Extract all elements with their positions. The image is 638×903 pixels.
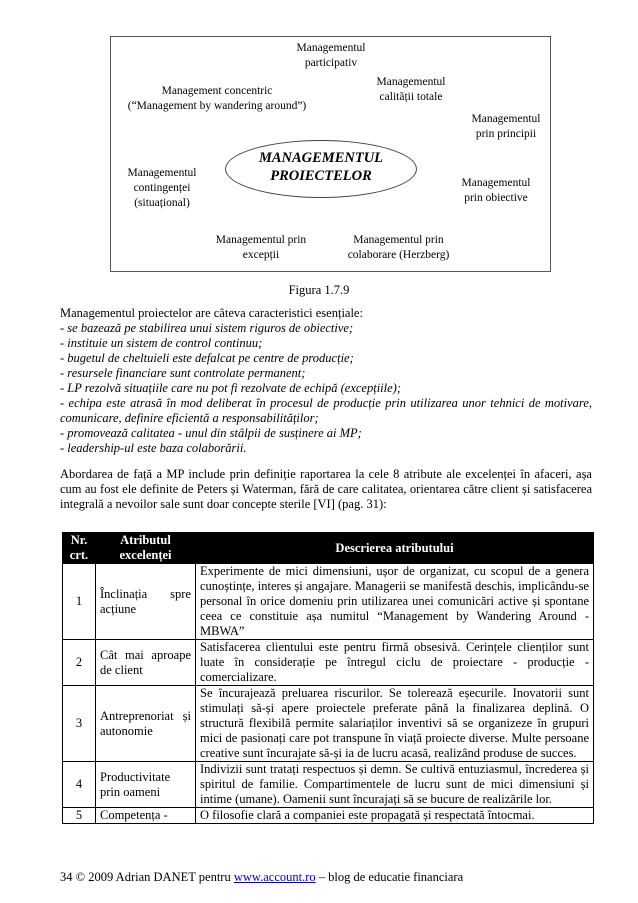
row-nr: 3 (63, 686, 96, 762)
characteristics-block (60, 306, 592, 456)
row-nr: 4 (63, 762, 96, 808)
header-nr: Nr. crt. (63, 533, 96, 564)
node-prin-obiective: Managementul prin obiective (461, 177, 531, 204)
row-attribute: Antreprenoriat și autonomie (96, 686, 196, 762)
node-calitatii-totale: Managementul calității totale (376, 76, 446, 103)
attributes-table (62, 532, 594, 824)
characteristic-item: - leadership-ul este baza colaborării. (60, 441, 247, 455)
characteristic-item: - se bazează pe stabilirea unui sistem riguros de obiective; (60, 321, 354, 335)
page-number: 34 (60, 870, 73, 884)
footer-link[interactable]: www.account.ro (233, 870, 316, 884)
row-nr: 5 (63, 808, 96, 824)
node-prin-principii: Managementul prin principii (471, 113, 541, 140)
header-description: Descrierea atributului (196, 533, 594, 564)
figure-caption: Figura 1.7.9 (288, 283, 350, 297)
header-attribute: Atributul excelenței (96, 533, 196, 564)
row-description: O filosofie clară a companiei este propagată și respectată întocmai. (196, 808, 594, 824)
table-row (63, 762, 594, 808)
node-contingentei: Managementul contingenței (situațional) (127, 167, 197, 209)
diagram-frame (110, 36, 551, 272)
characteristic-item: - LP rezolvă situațiile care nu pot fi rezolvate de echipă (excepțiile); (60, 381, 401, 395)
table-row (63, 640, 594, 686)
intro-paragraph: Abordarea de față a MP include prin definiție raportarea la cele 8 atribute ale excelenței în afaceri, așa cum au fost ele definite de Peters și Waterman, fără de care calitatea, orientarea către client și satisfacerea integrală a nevoilor sale sunt doar concepte sterile [VI] (pag. 31): (60, 467, 592, 511)
table-row (63, 686, 594, 762)
row-nr: 1 (63, 564, 96, 640)
row-attribute: Cât mai aproape de client (96, 640, 196, 686)
table-row (63, 808, 594, 824)
row-description: Indivizii sunt tratați respectuos și demn. Se cultivă entuziasmul, încrederea și spiritul de familie. Compartimentele de lucru sunt de mici dimensiuni și intime (umane). Oamenii sunt încurajați să se bucure de realizările lor. (196, 762, 594, 808)
node-participativ: Managementul participativ (296, 42, 366, 69)
row-description: Satisfacerea clientului este pentru firmă obsesivă. Cerințele clienților sunt luate în considerație pe întregul ciclu de proiectare - producție - comercializare. (196, 640, 594, 686)
row-nr: 2 (63, 640, 96, 686)
characteristic-item: - echipa este atrasă în mod deliberat în procesul de producție prin utilizarea unor tehnici de motivare, comunicare, definire eficientă a responsabilităților; (60, 396, 592, 425)
characteristic-item: - bugetul de cheltuieli este defalcat pe centre de producție; (60, 351, 354, 365)
row-attribute: Productivitate prin oameni (96, 762, 196, 808)
characteristic-item: - resursele financiare sunt controlate permanent; (60, 366, 306, 380)
page-footer (60, 870, 600, 885)
node-concentric: Management concentric (“Management by wandering around”) (127, 85, 307, 112)
intro-text: Managementul proiectelor are câteva caracteristici esențiale: (60, 306, 363, 320)
characteristic-item: - promovează calitatea - unul din stâlpii de susținere ai MP; (60, 426, 362, 440)
table-header-row (63, 533, 594, 564)
node-prin-exceptii: Managementul prin excepții (215, 234, 307, 261)
node-prin-colaborare: Managementul prin colaborare (Herzberg) (347, 234, 450, 261)
footer-copyright: © 2009 Adrian DANET pentru (75, 870, 231, 884)
footer-suffix: – blog de educatie financiara (318, 870, 464, 884)
row-description: Se încurajează preluarea riscurilor. Se tolerează eșecurile. Inovatorii sunt stimulați să-și apere proiectele preferate până la finalizarea deplină. O structură flexibilă permite salariaților inventivi să se organizeze în grupuri mici de pasionați care pot transpune în viață proiecte diverse. Multe persoane creative sunt încurajate să-și ia de lucru acasă, realizând produse de succes. (196, 686, 594, 762)
characteristic-item: - instituie un sistem de control continuu; (60, 336, 263, 350)
row-description: Experimente de mici dimensiuni, ușor de organizat, cu scopul de a genera cunoștințe, interes și angajare. Managerii se manifestă deschis, implicându-se personal în orice domeniu prin utilizarea unei comunicări active și spontane ceea ce constituie așa numitul “Management by Wandering Around - MBWA” (196, 564, 594, 640)
row-attribute: Competența - (96, 808, 196, 824)
row-attribute: Înclinația spre acțiune (96, 564, 196, 640)
center-label: MANAGEMENTUL PROIECTELOR (258, 150, 384, 184)
table-row (63, 564, 594, 640)
